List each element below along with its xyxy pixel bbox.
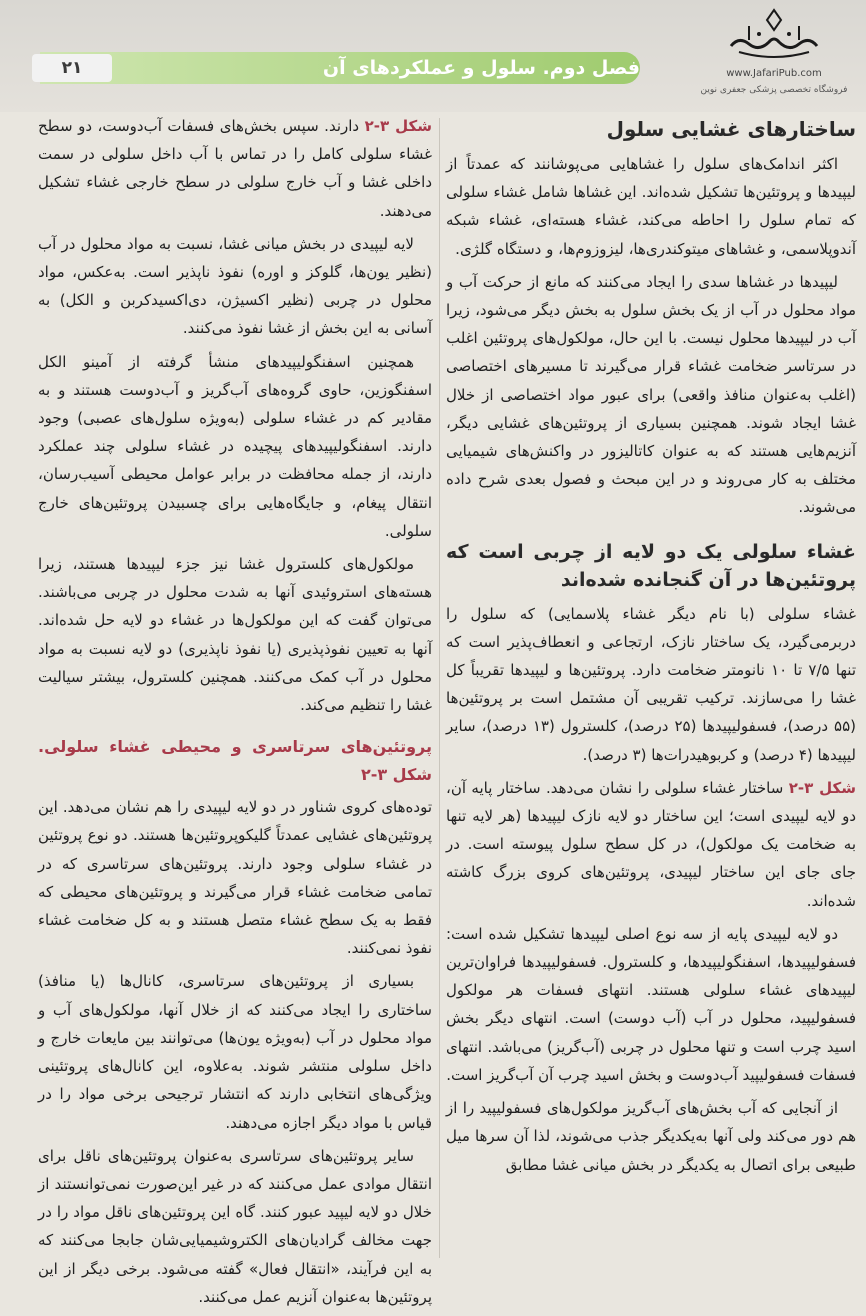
left-column (38, 112, 432, 1316)
publisher-tagline: فروشگاه تخصصی پزشکی جعفری نوین (700, 85, 848, 95)
paragraph: از آنجایی که آب بخش‌های آب‌گریز مولکول‌های فسفولیپید را از هم دور می‌کند ولی آنها به‌یکدیگر جذب می‌شوند، لذا آن سرها میل طبیعی برای اتصال به یکدیگر در بخش میانی غشا مطابق (446, 1099, 856, 1174)
paragraph: غشاء سلولی (با نام دیگر غشاء پلاسمایی) که سلول را دربرمی‌گیرد، یک ساختار نازک، ارتجاعی و انعطاف‌پذیر است که تنها ۷/۵ تا ۱۰ نانومتر ضخامت دارد. پروتئین‌ها و لیپیدها تقریباً کل غشا را می‌سازند. ترکیب تقریبی آن مشتمل است بر پروتئین‌ها (۵۵ درصد)، فسفولیپیدها (۲۵ درصد)، کلسترول (۱۳ درصد)، سایر لیپیدها (۴ درصد) و کربوهیدرات‌ها (۳ درصد). (446, 604, 856, 764)
paragraph: بسیاری از پروتئین‌های سرتاسری، کانال‌ها (یا منافذ) ساختاری را ایجاد می‌کنند که از خلال آنها، مولکول‌های آب و مواد محلول در آب (به‌ویژه یون‌ها) می‌توانند بین مایعات خارج و داخل سلولی منتشر شوند. به‌علاوه، این کانال‌های پروتئینی ویژگی‌های انتخابی دارند که انتشار ترجیحی برخی مواد را در قیاس با مواد دیگر اجازه می‌دهند. (38, 972, 432, 1132)
right-column (446, 112, 856, 1184)
paragraph-text: ساختار غشاء سلولی را نشان می‌دهد. ساختار پایه آن، دو لایه لیپیدی است؛ این ساختار دو لایه نازک لیپیدها (هر لایه تنها به ضخامت یک مولکول)، در کل سطح سلول پیوسته است. در جای جای این ساختار لیپیدی، پروتئین‌های کروی بزرگ کاشته شده‌اند. (446, 778, 856, 910)
publisher-url: www.JafariPub.com (726, 68, 822, 79)
paragraph: لایه لیپیدی در بخش میانی غشا، نسبت به مواد محلول در آب (نظیر یون‌ها، گلوکز و اوره) نفوذ ناپذیر است. به‌عکس، مواد محلول در چربی (نظیر اکسیژن، دی‌اکسیدکربن و الکل) به آسانی به این بخش از غشا نفوذ می‌کنند. (38, 234, 432, 338)
paragraph (446, 774, 856, 915)
chapter-title: فصل دوم. سلول و عملکردهای آن (322, 57, 640, 79)
publisher-logo (686, 6, 862, 106)
column-divider (439, 118, 440, 1258)
paragraph: لیپیدها در غشاها سدی را ایجاد می‌کنند که مانع از حرکت آب و مواد محلول در آب از یک بخش سلول به بخش دیگر می‌شود، زیرا آب در لیپیدها محلول نیست. با این حال، مولکول‌های پروتئین اغلب در سرتاسر ضخامت غشاء قرار می‌گیرند تا مسیرهای اختصاصی (اغلب به‌عنوان منافذ واقعی) برای عبور مواد اختصاصی از خلال غشا ایجاد شوند. همچنین بسیاری از پروتئین‌های غشایی دیگر، آنزیم‌هایی هستند که به عنوان کاتالیزور در واکنش‌های شیمیایی مختلف به کار می‌روند و در این مبحث و فصول بعدی شرح داده می‌شوند. (446, 272, 856, 517)
paragraph: اکثر اندامک‌های سلول را غشاهایی می‌پوشانند که عمدتاً از لیپیدها و پروتئین‌ها تشکیل شده‌اند. این غشاها شامل غشاء سلولی که تمام سلول را احاطه می‌کند، غشاء هسته‌ای، غشاء شبکه آندوپلاسمی، و غشاهای میتوکندری‌ها، لیزوزوم‌ها، و دستگاه گلژی. (446, 155, 856, 258)
figure-reference: شکل ۳-۲ (788, 778, 856, 797)
paragraph: همچنین اسفنگولیپیدهای منشأ گرفته از آمینو الکل اسفنگوزین، حاوی گروه‌های آب‌گریز و آب‌دوست هستند و به مقادیر کم در غشاء سلولی (به‌ویژه سلول‌های عصبی) وجود دارند. اسفنگولیپیدهای پیچیده در غشاء سلولی چند عملکرد دارند، از جمله محافظت در برابر عوامل محیطی آسیب‌رسان، انتقال پیغام، و جایگاه‌هایی برای چسبیدن پروتئین‌های خارج سلولی. (38, 352, 432, 540)
paragraph: سایر پروتئین‌های سرتاسری به‌عنوان پروتئین‌های ناقل برای انتقال موادی عمل می‌کنند که در غیر این‌صورت نمی‌توانستند از خلال دو لایه لیپید عبور کنند. گاه این پروتئین‌های ناقل مواد را در جهت مخالف گرادیان‌های الکتروشیمیایی‌شان جابجا می‌کنند که به این فرآیند، «انتقال فعال» گفته می‌شود. برخی دیگر از این پروتئین‌ها به‌عنوان آنزیم عمل می‌کنند. (38, 1146, 432, 1306)
paragraph: مولکول‌های کلسترول غشا نیز جزء لیپیدها هستند، زیرا هسته‌های استروئیدی آنها به شدت محلول در چربی می‌باشند. می‌توان گفت که این مولکول‌ها در غشاء دو لایه حل شده‌اند. آنها به تعیین نفوذپذیری (یا نفوذ ناپذیری) دو لایه نسبت به مواد محلول در آب کمک می‌کنند. همچنین کلسترول، بیشتر سیالیت غشا را تنظیم می‌کند. (38, 555, 432, 715)
paragraph-text: دارند. سپس بخش‌های فسفات آب‌دوست، دو سطح غشاء سلولی کامل را در تماس با آب داخل سلولی در سمت داخلی غشا و آب خارج سلولی در سطح خارجی غشاء تشکیل می‌دهند. (38, 117, 432, 220)
publisher-logo-icon (719, 6, 829, 66)
paragraph: توده‌های کروی شناور در دو لایه لیپیدی را هم نشان می‌دهد. این پروتئین‌های غشایی عمدتاً گلیکوپروتئین‌ها هستند. دو نوع پروتئین در غشاء سلولی وجود دارند. پروتئین‌های سرتاسری که در تمامی ضخامت غشاء قرار می‌گیرند و پروتئین‌های محیطی که فقط به یک سطح غشاء متصل هستند و به کل ضخامت غشاء نفوذ نمی‌کنند. (38, 798, 432, 958)
figure-reference: شکل ۳-۲ (364, 117, 432, 135)
page-number: ۲۱ (32, 54, 112, 82)
paragraph: دو لایه لیپیدی پایه از سه نوع اصلی لیپیدها تشکیل شده است: فسفولیپیدها، اسفنگولیپیدها، و کلسترول. فسفولیپیدها فراوان‌ترین لیپیدهای غشاء سلولی هستند. انتهای فسفات هر مولکول فسفولیپید، محلول در آب (آب دوست) است. انتهای دیگر بخش اسید چرب است و تنها محلول در چربی (آب‌گریز) می‌باشد. انتهای فسفات فسفولیپید آب‌دوست و بخش اسید چرب آن آب‌گریز است. (446, 924, 856, 1084)
paragraph (38, 112, 432, 225)
section-heading-lipid-bilayer: غشاء سلولی یک دو لایه از چربی است که پروتئین‌ها در آن گنجانده شده‌اند (446, 540, 856, 591)
subsection-heading-membrane-proteins: پروتئین‌های سرتاسری و محیطی غشاء سلولی. شکل ۳-۲ (38, 737, 432, 785)
section-heading-membrane-structures: ساختارهای غشایی سلول (606, 117, 856, 141)
